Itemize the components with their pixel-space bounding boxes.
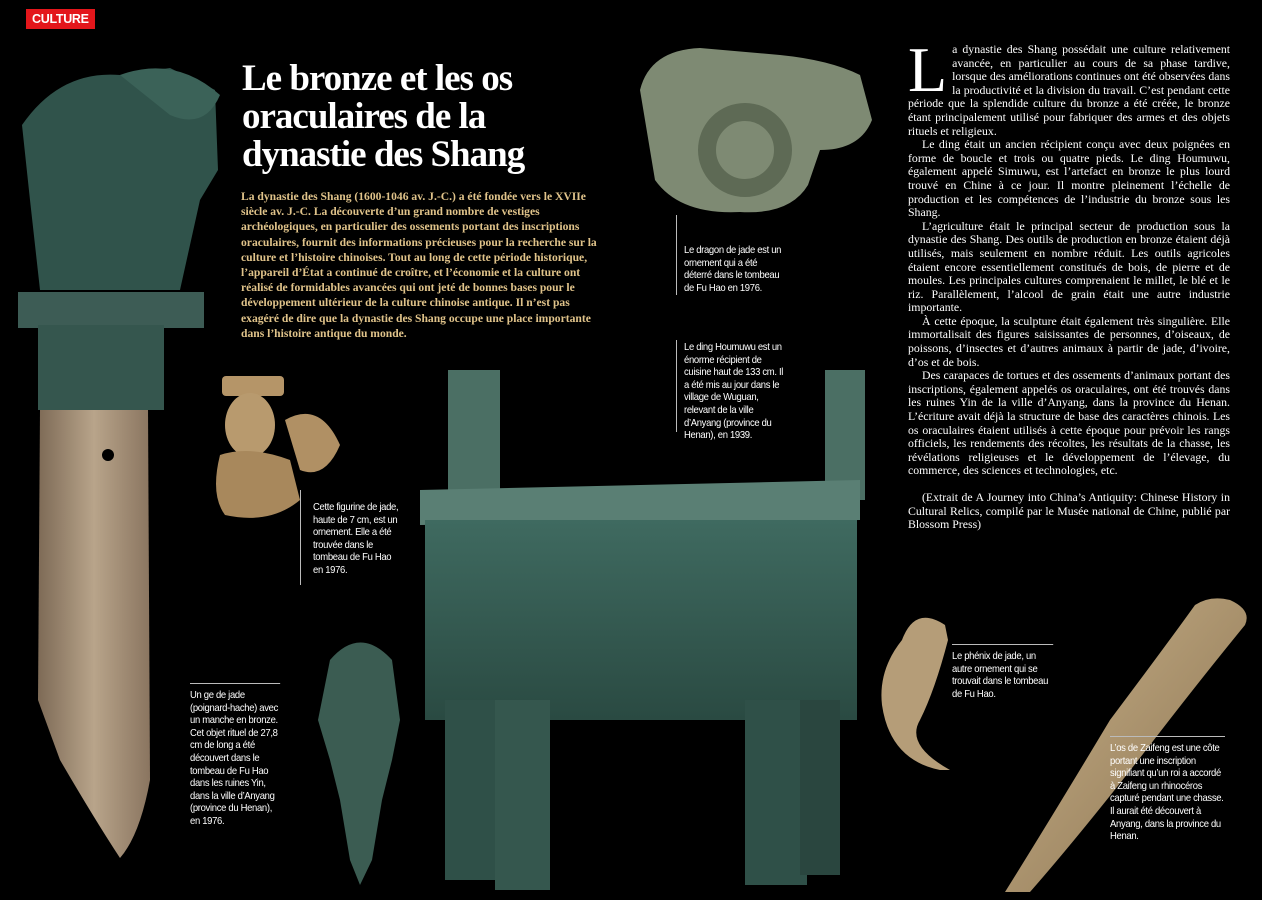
body-paragraph-4: À cette époque, la sculpture était également très singulière. Elle immortalisait des figures saisissantes de personnes, d’oiseaux, de poissons, d’insectes et d’autres animaux à partir de jade, d’ivoire, d’os et de bois. [908,313,1230,369]
source-credit: (Extrait de A Journey into China’s Antiquity: Chinese History in Cultural Relics, compilé par le Musée national de Chine, publié par Blossom Press) [908,490,1230,532]
caption-ding-rule [676,340,677,432]
jade-dragon-image [640,48,872,212]
bronze-ornament-image [318,643,400,886]
drop-cap: L [908,34,948,105]
body-paragraph-2: Le ding était un ancien récipient conçu avec deux poignées en forme de boucle et trois ou quatre pieds. Le ding Houmuwu, également appelé Simuwu, est l’artefact en bronze le plus lourd trouvé en Chine à ce jour. Il montre pleinement l’échelle de production et les compétences de l’industrie du bronze sous les Shang. [908,137,1230,220]
title-line-2: oraculaires de la [242,96,486,137]
body-paragraph-5: Des carapaces de tortues et des ossements d’animaux portant des inscriptions, également appelés os oraculaires, ont été trouvés dans les ruines Yin de la ville d’Anyang, dans la province du Henan. L’écriture avait déjà la structure de base des caractères chinois. Les os oraculaires étaient utilisés à cette époque pour prévoir les rangs officiels, les rendements des récoltes, les résultats de la chasse, les révélations religieuses et le développement de l’élevage, du commerce, des sciences et technologies, etc. [908,368,1230,478]
caption-figurine [313,502,400,578]
body-paragraph-1-text: a dynastie des Shang possédait une culture relativement avancée, en particulier au cours de sa phase tardive, lorsque des améliorations continues ont été observées dans la productivité et la division du travail. C’est pendant cette période que la splendide culture du bronze a été créée, le bronze étant principalement utilisé pour fabriquer des armes et des objets rituels et religieux. [908,42,1230,138]
caption-dragon-text: Le dragon de jade est un ornement qui a été déterré dans le tombeau de Fu Hao en 1976. [684,245,782,294]
caption-ge-text: Un ge de jade (poignard-hache) avec un manche en bronze. Cet objet rituel de 27,8 cm de long a été découvert dans le tombeau de Fu Hao dans les ruines Yin, dans la ville d’Anyang (province du Henan), en 1976. [190,690,279,827]
section-badge: CULTURE [26,9,95,29]
caption-bone [1110,736,1225,844]
body-paragraph-1 [908,34,1230,138]
caption-bone-text: L’os de Zaifeng est une côte portant une inscription signifiant qu’un roi a accordé à Zaifeng un rhinocéros capturé pendant une chasse. Il aurait été découvert à Anyang, dans la province du Henan. [1110,743,1224,843]
caption-phoenix-text: Le phénix de jade, un autre ornement qui se trouvait dans le tombeau de Fu Hao. [952,651,1049,700]
houmuwu-ding-image [420,370,865,890]
page-title [242,60,602,174]
jade-phoenix-image [881,618,950,770]
intro-paragraph: La dynastie des Shang (1600-1046 av. J.-C.) a été fondée vers le XVIIe siècle av. J.-C. La découverte d’un grand nombre de vestiges archéologiques, en particulier des ossements portant des inscriptions oraculaires, fournit des informations précieuses pour la recherche sur la culture et l’histoire chinoises. Tout au long de cette période historique, l’appareil d’État a continué de croître, et l’économie et la culture ont réalisé de formidables avancées qui ont jeté de bonnes bases pour le développement ultérieur de la culture chinoise antique. Il n’est pas exagéré de dire que la dynastie des Shang occupe une place importante dans l’histoire antique du monde. [241,190,597,340]
caption-ding-text: Le ding Houmuwu est un énorme récipient de cuisine haut de 133 cm. Il a été mis au jour dans le village de Wuguan, relevant de la ville d’Anyang (province du Henan), en 1939. [684,342,784,442]
title-line-3: dynastie des Shang [242,134,525,175]
caption-bone-rule [1110,736,1225,737]
title-line-1: Le bronze et les os [242,58,513,99]
caption-dragon [684,245,787,295]
caption-ge-rule [190,683,280,684]
caption-ge [190,683,280,829]
body-paragraph-3: L’agriculture était le principal secteur de production sous la dynastie des Shang. Des outils de production en bronze étaient déjà utilisés, mais seulement en nombre réduit. Les outils agricoles étaient encore essentiellement constitués de bois, de pierre et de moules. Les principales cultures comprenaient le millet, le blé et le riz. Parallèlement, l’alcool de grain était une autre industrie importante. [908,218,1230,315]
caption-phoenix-rule [952,644,1053,645]
caption-ding [684,342,790,443]
caption-figurine-text: Cette figurine de jade, haute de 7 cm, est un ornement. Elle a été trouvée dans le tombeau de Fu Hao en 1976. [313,502,399,576]
jade-figurine-image [216,376,340,518]
caption-figurine-rule [300,490,301,585]
caption-phoenix [952,644,1053,701]
caption-dragon-rule [676,215,677,295]
article-body [908,34,1230,532]
